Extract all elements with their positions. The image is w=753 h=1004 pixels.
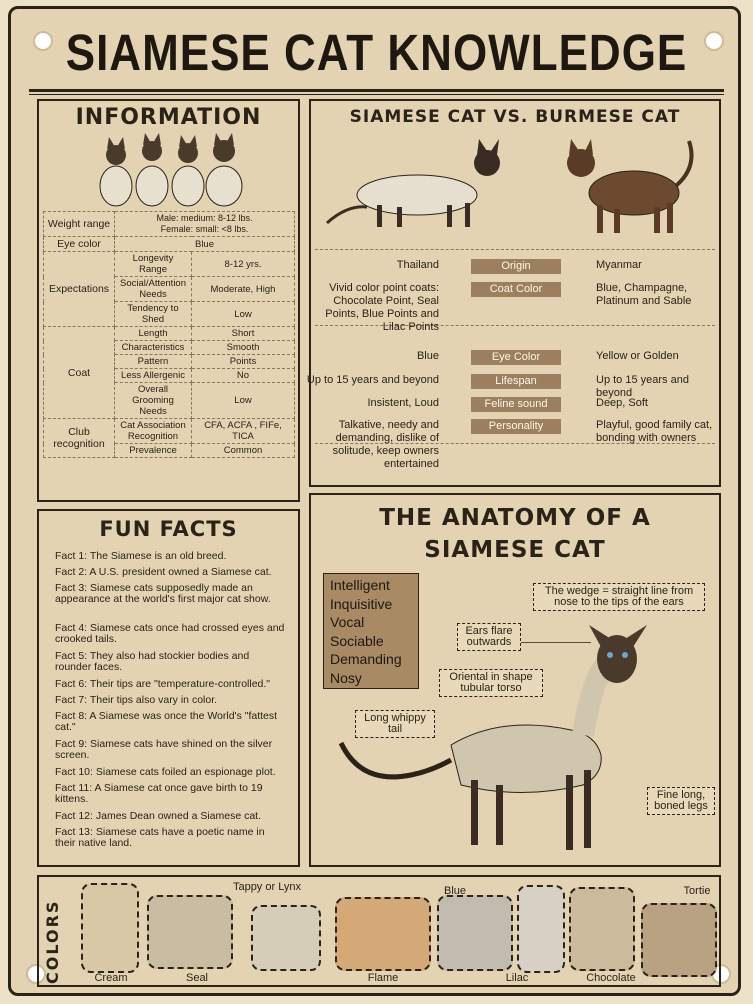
trait-item: Sociable bbox=[330, 632, 384, 649]
burmese-value: Up to 15 years and beyond bbox=[596, 374, 689, 399]
comparison-panel bbox=[306, 99, 721, 487]
color-label: Seal bbox=[185, 972, 209, 984]
color-label: Blue bbox=[443, 885, 467, 897]
colors-band bbox=[37, 875, 721, 987]
color-label: Tortie bbox=[683, 885, 711, 897]
attribute-label: Feline sound bbox=[471, 397, 561, 412]
fun-facts-heading: FUN FACTS bbox=[99, 517, 238, 541]
table-row-name: Social/Attention Needs bbox=[115, 277, 192, 302]
table-row-name: Longevity Range bbox=[115, 252, 192, 277]
fact-item: Fact 3: Siamese cats supposedly made an appearance at the world's first major cat show. bbox=[55, 582, 271, 605]
attribute-label: Lifespan bbox=[471, 374, 561, 389]
siamese-value: Blue bbox=[416, 350, 439, 362]
fact-item: Fact 10: Siamese cats foiled an espionage plot. bbox=[55, 766, 276, 778]
anatomy-heading-line1: THE ANATOMY OF A bbox=[379, 505, 651, 531]
attribute-label: Coat Color bbox=[471, 282, 561, 297]
table-row-name: Cat Association Recognition bbox=[115, 419, 192, 444]
table-row-name: Tendency to Shed bbox=[115, 302, 192, 327]
table-row-name: Characteristics bbox=[115, 341, 192, 355]
kittens-illustration bbox=[94, 131, 254, 211]
fact-item: Fact 8: A Siamese was once the World's "fattest cat." bbox=[55, 710, 278, 733]
table-row-value: Points bbox=[192, 355, 295, 369]
color-label: Lilac bbox=[505, 972, 529, 984]
table-row-value: 8-12 yrs. bbox=[192, 252, 295, 277]
burmese-value: Playful, good family cat, bonding with owners bbox=[596, 419, 713, 444]
weight-range-label: Weight range bbox=[44, 212, 115, 237]
trait-item: Vocal bbox=[330, 614, 365, 630]
color-label: Tappy or Lynx bbox=[232, 881, 302, 893]
callout-torso: Oriental in shape tubular torso bbox=[439, 669, 543, 697]
color-label: Flame bbox=[367, 972, 399, 984]
burmese-value: Blue, Champagne, Platinum and Sable bbox=[596, 282, 692, 307]
color-swatch-cream bbox=[81, 883, 139, 973]
page-title: SIAMESE CAT KNOWLEDGE bbox=[65, 25, 688, 82]
table-row-value: Low bbox=[192, 302, 295, 327]
callout-ears: Ears flare outwards bbox=[457, 623, 521, 651]
fact-item: Fact 1: The Siamese is an old breed. bbox=[55, 550, 227, 562]
attribute-label: Origin bbox=[471, 259, 561, 274]
table-row-value: Short bbox=[192, 327, 295, 341]
fact-item: Fact 2: A U.S. president owned a Siamese cat. bbox=[55, 566, 272, 578]
siamese-value: Thailand bbox=[396, 259, 439, 271]
callout-wedge: The wedge = straight line from nose to the tips of the ears bbox=[533, 583, 705, 611]
color-swatch-seal bbox=[147, 895, 233, 969]
color-swatch-lilac bbox=[517, 885, 565, 973]
fact-item: Fact 11: A Siamese cat once gave birth to 19 kittens. bbox=[55, 782, 263, 805]
trait-item: Inquisitive bbox=[330, 595, 393, 612]
club-label: Club recognition bbox=[44, 419, 115, 458]
fact-item: Fact 9: Siamese cats have shined on the silver screen. bbox=[55, 738, 273, 761]
eye-color-label: Eye color bbox=[44, 237, 115, 252]
siamese-anatomy-illustration bbox=[321, 625, 651, 865]
fun-facts-panel bbox=[37, 509, 300, 867]
expectations-label: Expectations bbox=[44, 252, 115, 327]
eye-color-value: Blue bbox=[115, 237, 295, 252]
anatomy-heading-line2: SIAMESE CAT bbox=[424, 537, 606, 563]
burmese-value: Yellow or Golden bbox=[596, 350, 679, 362]
color-label: Chocolate bbox=[586, 972, 636, 984]
comparison-heading: SIAMESE CAT VS. BURMESE CAT bbox=[349, 107, 681, 127]
coat-label: Coat bbox=[44, 327, 115, 419]
fact-item: Fact 4: Siamese cats once had crossed eyes and crooked tails. bbox=[55, 622, 285, 645]
table-row-value: No bbox=[192, 369, 295, 383]
fact-item: Fact 7: Their tips also vary in color. bbox=[55, 694, 218, 706]
fact-item: Fact 6: Their tips are "temperature-controlled." bbox=[55, 678, 271, 690]
information-panel bbox=[37, 99, 300, 502]
anatomy-panel bbox=[309, 493, 721, 867]
table-row-name: Pattern bbox=[115, 355, 192, 369]
trait-item: Intelligent bbox=[330, 577, 390, 593]
color-swatch-blue bbox=[437, 895, 513, 971]
attribute-label: Eye Color bbox=[471, 350, 561, 365]
table-row-name: Overall Grooming Needs bbox=[115, 383, 192, 419]
color-swatch-tappy-lynx bbox=[251, 905, 321, 971]
callout-ears-line bbox=[521, 642, 591, 643]
sign bbox=[8, 6, 741, 996]
fact-item: Fact 5: They also had stockier bodies and rounder faces. bbox=[55, 650, 250, 673]
weight-range-value bbox=[115, 212, 295, 237]
color-label: Cream bbox=[94, 972, 128, 984]
table-row-value: Common bbox=[192, 444, 295, 458]
burmese-value: Myanmar bbox=[596, 259, 642, 271]
burmese-value: Deep, Soft bbox=[596, 397, 648, 409]
information-heading: INFORMATION bbox=[75, 105, 262, 130]
color-swatch-flame bbox=[335, 897, 431, 971]
table-row-value: Low bbox=[192, 383, 295, 419]
siamese-value: Insistent, Loud bbox=[367, 397, 439, 409]
table-row-value: CFA, ACFA , FIFe, TICA bbox=[192, 419, 295, 444]
siamese-value: Vivid color point coats: Chocolate Point, Seal Points, Blue Points and Lilac Points bbox=[325, 282, 439, 333]
colors-heading: COLORS bbox=[43, 899, 62, 985]
fact-item: Fact 12: James Dean owned a Siamese cat. bbox=[55, 810, 262, 822]
information-table bbox=[43, 211, 295, 458]
weight-male: Male: medium: 8-12 lbs. bbox=[156, 213, 253, 223]
fact-item: Fact 13: Siamese cats have a poetic name in their native land. bbox=[55, 826, 265, 849]
color-swatch-chocolate bbox=[569, 887, 635, 971]
table-row-name: Less Allergenic bbox=[115, 369, 192, 383]
table-row-value: Smooth bbox=[192, 341, 295, 355]
color-swatch-tortie bbox=[641, 903, 717, 977]
trait-item: Demanding bbox=[330, 651, 402, 667]
burmese-cat-illustration bbox=[559, 131, 709, 241]
table-row-value: Moderate, High bbox=[192, 277, 295, 302]
siamese-value: Talkative, needy and demanding, dislike of solitude, keep owners entertained bbox=[332, 419, 439, 470]
table-row-name: Length bbox=[115, 327, 192, 341]
divider bbox=[315, 249, 715, 250]
trait-item: Nosy bbox=[330, 669, 362, 686]
siamese-cat-illustration bbox=[317, 135, 527, 235]
title-rule-thin bbox=[29, 94, 724, 95]
weight-female: Female: small: <8 lbs. bbox=[160, 224, 249, 234]
callout-legs: Fine long, boned legs bbox=[647, 787, 715, 815]
title-rule bbox=[29, 89, 724, 92]
siamese-value: Up to 15 years and beyond bbox=[306, 374, 439, 386]
callout-tail: Long whippy tail bbox=[355, 710, 435, 738]
attribute-label: Personality bbox=[471, 419, 561, 434]
table-row-name: Prevalence bbox=[115, 444, 192, 458]
